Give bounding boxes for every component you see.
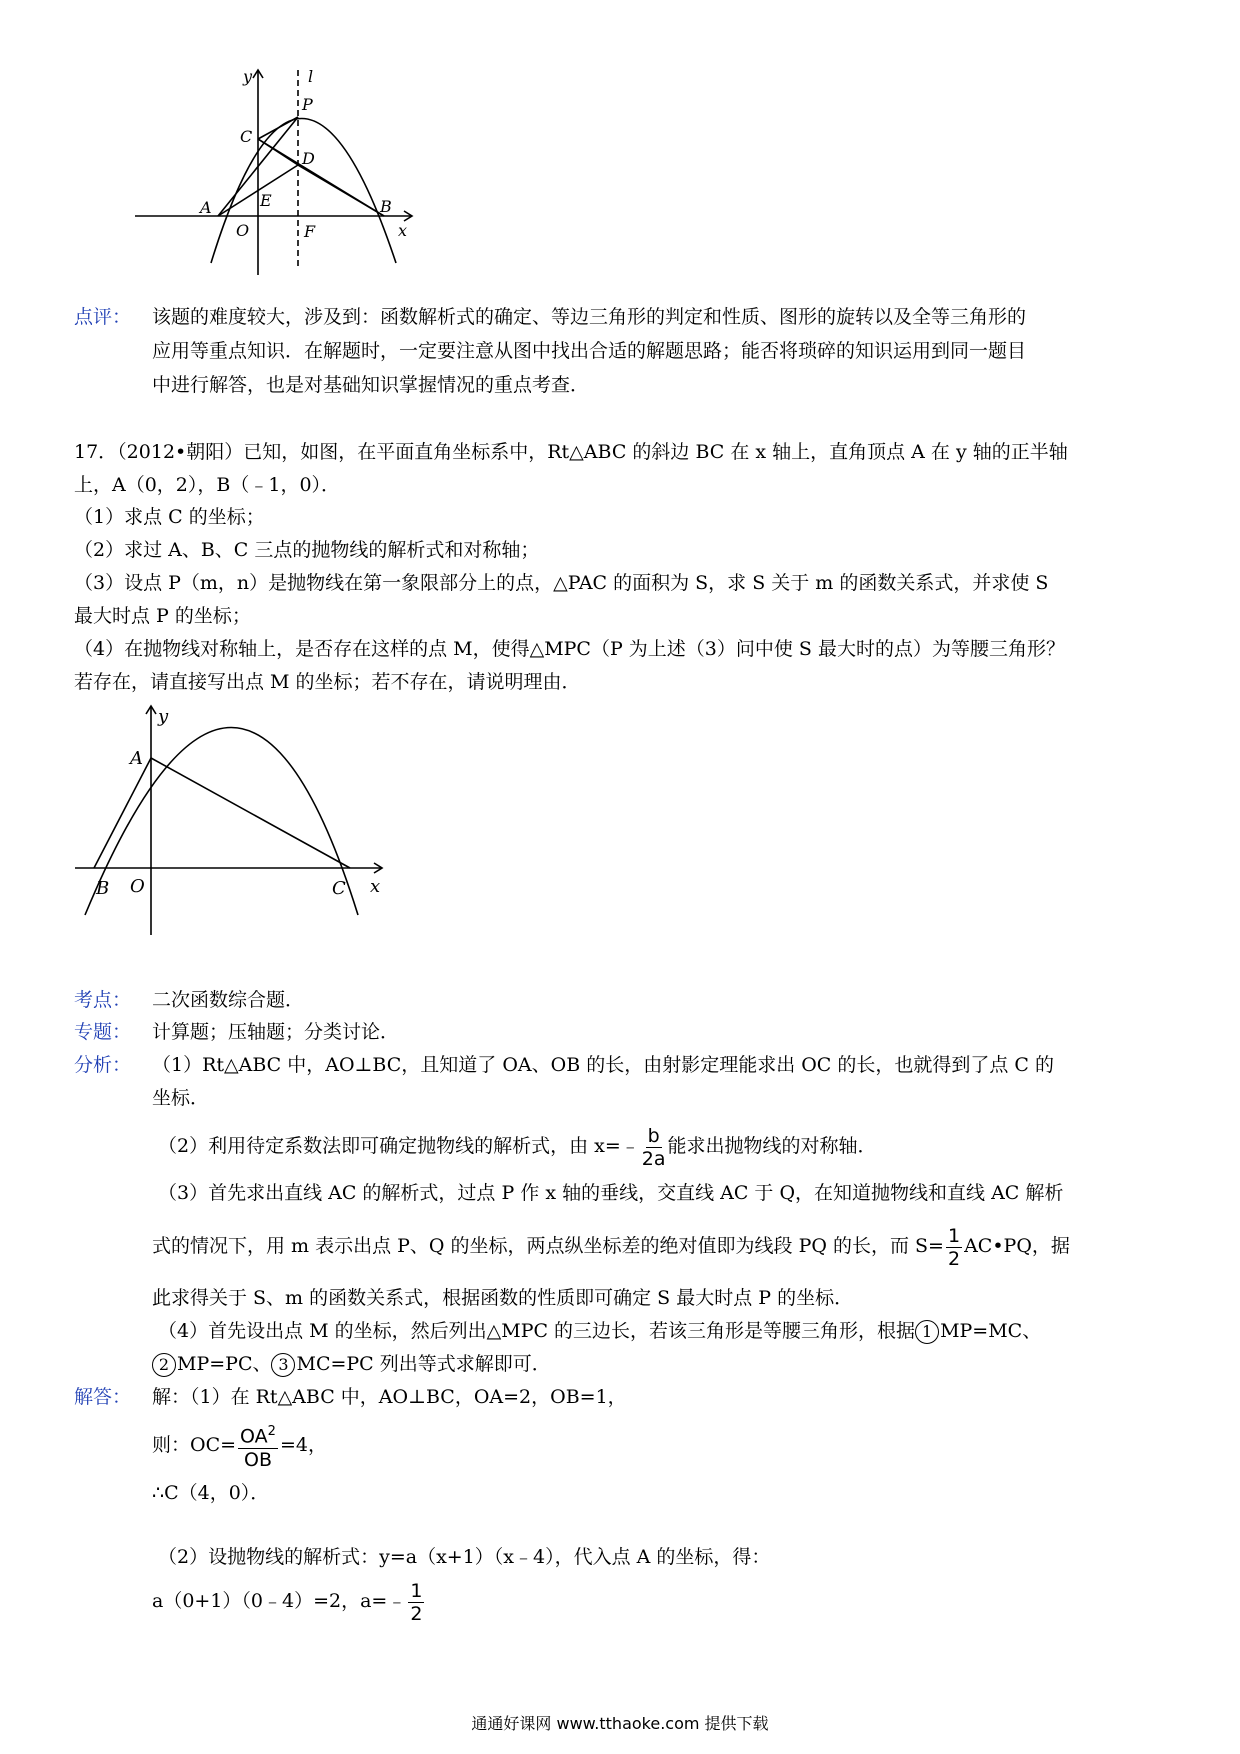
review-line-3: 中进行解答，也是对基础知识掌握情况的重点考查． <box>152 374 590 396</box>
fig1-label-D: D <box>302 149 315 168</box>
review-line-2: 应用等重点知识．在解题时，一定要注意从图中找出合适的解题思路；能否将琐碎的知识运用到同一题目 <box>152 340 1027 362</box>
fig2-label-B: B <box>96 878 110 899</box>
jieda-line5 <box>152 1576 426 1626</box>
problem17-line-6: 最大时点 P 的坐标； <box>74 605 251 627</box>
fraction-oa2-over-ob <box>238 1421 278 1470</box>
fig1-label-y: y <box>243 67 253 86</box>
fig1-label-O: O <box>236 221 250 240</box>
jieda-l2-after: =4， <box>279 1434 327 1456</box>
circled-number-1: 1 <box>915 1320 939 1344</box>
problem17-line-5: （3）设点 P（m，n）是抛物线在第一象限部分上的点，△PAC 的面积为 S，求 S 关于 m 的函数关系式，并求使 S <box>74 572 1049 594</box>
fenxi-p3-line2 <box>152 1222 1070 1270</box>
problem17-line-8: 若存在，请直接写出点 M 的坐标；若不存在，请说明理由． <box>74 671 581 693</box>
fig2-label-C: C <box>332 878 346 899</box>
fig1-label-A: A <box>200 198 212 217</box>
fig1-label-C: C <box>240 127 253 146</box>
fig1-label-F: F <box>304 222 316 241</box>
jieda-line1: 解：（1）在 Rt△ABC 中，AO⊥BC，OA=2，OB=1， <box>152 1386 627 1408</box>
problem17-line-1: 17．（2012•朝阳）已知，如图，在平面直角坐标系中，Rt△ABC 的斜边 BC 在 x 轴上，直角顶点 A 在 y 轴的正半轴 <box>74 441 1068 463</box>
problem17-line-3: （1）求点 C 的坐标； <box>74 506 265 528</box>
jieda-l5-before: a（0+1）（0﹣4）=2，a=﹣ <box>152 1590 407 1612</box>
problem17-line-7: （4）在抛物线对称轴上，是否存在这样的点 M，使得△MPC（P 为上述（3）问中使 S 最大时的点）为等腰三角形？ <box>74 638 1065 660</box>
circled-number-2: 2 <box>152 1353 176 1377</box>
fig1-label-E: E <box>260 191 272 210</box>
fraction-one-half <box>946 1225 962 1270</box>
review-label: 点评： <box>74 306 132 328</box>
problem17-line-2: 上，A（0，2），B（﹣1，0）． <box>74 474 341 496</box>
fenxi-p3-line1: （3）首先求出直线 AC 的解析式，过点 P 作 x 轴的垂线，交直线 AC 于 Q，在知道抛物线和直线 AC 解析 <box>158 1182 1064 1204</box>
fenxi-p2-after: 能求出抛物线的对称轴． <box>667 1135 877 1157</box>
fig2-label-y: y <box>158 706 169 727</box>
figure-parabola-1 <box>130 60 430 285</box>
fenxi-p4-line2 <box>152 1349 551 1379</box>
fraction-denominator: 2 <box>947 1247 961 1270</box>
jieda-line3: ∴C（4，0）． <box>152 1482 270 1504</box>
fraction-numerator: 1 <box>947 1224 961 1247</box>
superscript-2: 2 <box>267 1424 276 1440</box>
kaodian-text: 二次函数综合题． <box>152 989 305 1011</box>
fenxi-p3-line2-before: 式的情况下，用 m 表示出点 P、Q 的坐标，两点纵坐标差的绝对值即为线段 PQ 的长，而 S= <box>152 1235 944 1257</box>
problem17-line-4: （2）求过 A、B、C 三点的抛物线的解析式和对称轴； <box>74 539 540 561</box>
fraction-numerator <box>238 1421 278 1448</box>
kaodian-label: 考点： <box>74 989 132 1011</box>
fig1-label-B: B <box>380 197 392 216</box>
review-line-1: 该题的难度较大，涉及到：函数解析式的确定、等边三角形的判定和性质、图形的旋转以及全等三角形的 <box>152 306 1027 328</box>
fraction-denominator: OB <box>244 1448 272 1471</box>
fenxi-p3-line3: 此求得关于 S、m 的函数关系式，根据函数的性质即可确定 S 最大时点 P 的坐标． <box>152 1287 854 1309</box>
fraction-denominator: 2a <box>641 1147 666 1170</box>
fenxi-p4-before: （4）首先设出点 M 的坐标，然后列出△MPC 的三边长，若该三角形是等腰三角形，根据 <box>158 1320 916 1342</box>
zhuanti-text: 计算题；压轴题；分类讨论． <box>152 1021 400 1043</box>
jieda-line4: （2）设抛物线的解析式：y=a（x+1）（x﹣4），代入点 A 的坐标，得： <box>158 1546 771 1568</box>
fenxi-p2-before: （2）利用待定系数法即可确定抛物线的解析式，由 x=﹣ <box>158 1135 640 1157</box>
fraction-one-half-answer <box>408 1580 424 1625</box>
fig2-label-A: A <box>130 748 143 769</box>
fenxi-p4-eq3: MC=PC 列出等式求解即可． <box>296 1353 551 1375</box>
fig1-label-x: x <box>398 221 408 240</box>
fenxi-label: 分析： <box>74 1054 132 1076</box>
page-footer: 通通好课网 www.tthaoke.com 提供下载 <box>471 1714 769 1733</box>
fenxi-p1-line2: 坐标． <box>152 1087 210 1109</box>
fraction-numerator: 1 <box>410 1579 423 1602</box>
circled-number-3: 3 <box>271 1353 295 1377</box>
fenxi-p2 <box>158 1122 877 1170</box>
jieda-line2 <box>152 1420 327 1471</box>
fenxi-p1-line1: （1）Rt△ABC 中，AO⊥BC，且知道了 OA、OB 的长，由射影定理能求出 OC 的长，也就得到了点 C 的 <box>152 1054 1055 1076</box>
fraction-numerator: b <box>647 1124 660 1147</box>
fig1-label-l: l <box>308 67 314 86</box>
fenxi-p3-line2-after: AC•PQ，据 <box>964 1235 1070 1257</box>
figure-parabola-2 <box>70 700 390 945</box>
fig2-label-O: O <box>130 876 145 897</box>
numerator-oa: OA <box>240 1425 268 1448</box>
fig1-label-P: P <box>302 95 313 114</box>
fraction-b-over-2a <box>642 1125 666 1170</box>
zhuanti-label: 专题： <box>74 1021 132 1043</box>
fig2-label-x: x <box>370 876 381 897</box>
fraction-denominator: 2 <box>410 1602 423 1625</box>
jieda-l2-before: 则：OC= <box>152 1434 237 1456</box>
jieda-label: 解答： <box>74 1386 132 1408</box>
fenxi-p4-eq1: MP=MC、 <box>940 1320 1042 1342</box>
fenxi-p4-eq2: MP=PC、 <box>177 1353 272 1375</box>
fenxi-p4-line1 <box>158 1316 1041 1346</box>
